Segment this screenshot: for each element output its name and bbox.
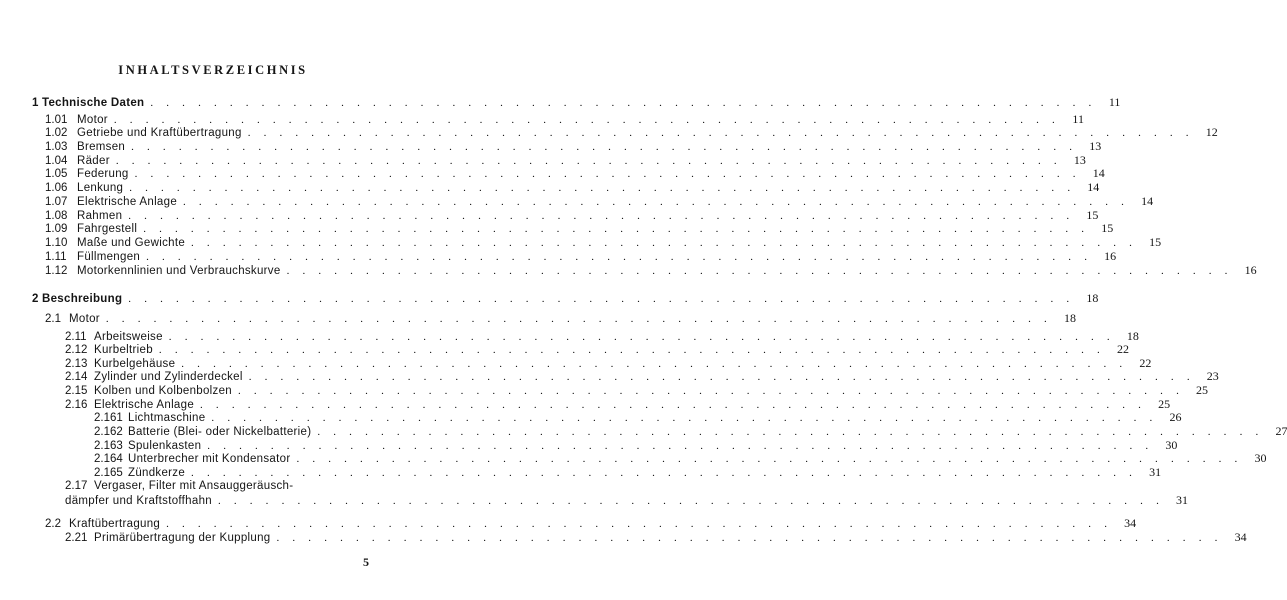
toc-entry-page: 25 — [1158, 397, 1171, 411]
toc-entry-title: Getriebe und Kraftübertragung — [77, 127, 242, 139]
dot-leader: . . . . . . . . . . . . . . . . . . . . . . . . . . . . . . . . . . . . . . . . . . . . . . . . . . . . . . . . . . . . — [128, 293, 1075, 305]
toc-entry-number: 1.03 — [45, 141, 68, 153]
dot-leader: . . . . . . . . . . . . . . . . . . . . . . . . . . . . . . . . . . . . . . . . . . . . . . . . . . . . . . . . . . . . — [276, 532, 1223, 544]
dot-leader: . . . . . . . . . . . . . . . . . . . . . . . . . . . . . . . . . . . . . . . . . . . . . . . . . . . . . . . . . . . . — [317, 426, 1264, 438]
toc-entry — [94, 438, 1178, 452]
dot-leader: . . . . . . . . . . . . . . . . . . . . . . . . . . . . . . . . . . . . . . . . . . . . . . . . . . . . . . . . . . . . — [146, 251, 1093, 263]
toc-entry-number: 2.13 — [65, 358, 88, 370]
toc-entry-page: 30 — [1254, 451, 1267, 465]
toc-entry-title: Lichtmaschine — [128, 412, 206, 424]
toc-entry-title: Fahrgestell — [77, 223, 138, 235]
dot-leader: . . . . . . . . . . . . . . . . . . . . . . . . . . . . . . . . . . . . . . . . . . . . . . . . . . . . . . . . . . . . — [237, 385, 1185, 397]
dot-leader: . . . . . . . . . . . . . . . . . . . . . . . . . . . . . . . . . . . . . . . . . . . . . . . . . . . . . . . . . . . . — [134, 168, 1081, 180]
dot-leader: . . . . . . . . . . . . . . . . . . . . . . . . . . . . . . . . . . . . . . . . . . . . . . . . . . . . . . . . . . . . — [191, 237, 1138, 249]
toc-entry-title: Motor — [77, 114, 108, 126]
toc-entry — [45, 139, 1102, 153]
toc-entry-number: 2.12 — [65, 344, 88, 356]
toc-entry-page: 16 — [1104, 249, 1117, 263]
dot-leader: . . . . . . . . . . . . . . . . . . . . . . . . . . . . . . . . . . . . . . . . . . . . . . . . . . . . . . . . . . . . — [181, 358, 1128, 370]
toc-entry-number: 2.165 — [94, 467, 123, 479]
toc-entry-title: Kurbeltrieb — [94, 344, 153, 356]
toc-entry-page: 34 — [1124, 516, 1137, 530]
dot-leader: . . . . . . . . . . . . . . . . . . . . . . . . . . . . . . . . . . . . . . . . . . . . . . . . . . . . . . . . . . . . — [217, 495, 1165, 507]
toc-entry-title: Vergaser, Filter mit Ansauggeräusch- — [94, 480, 294, 492]
toc-entry — [65, 383, 1209, 397]
toc-entry-page: 14 — [1092, 166, 1105, 180]
toc-entry-title: Kurbelgehäuse — [94, 358, 176, 370]
toc-entry-page: 13 — [1089, 139, 1102, 153]
toc-entry-title: Rahmen — [77, 210, 123, 222]
toc-entry-page: 14 — [1141, 194, 1154, 208]
toc-entry-title: dämpfer und Kraftstoffhahn — [65, 495, 212, 507]
toc-entry-page: 18 — [1063, 311, 1076, 325]
toc-entry-title: Batterie (Blei- oder Nickelbatterie) — [128, 426, 312, 438]
toc-entry-number: 1.09 — [45, 223, 68, 235]
toc-entry-page: 16 — [1244, 263, 1257, 277]
toc-entry-page: 22 — [1139, 356, 1152, 370]
toc-entry-title: Elektrische Anlage — [77, 196, 178, 208]
toc-entry-page: 27 — [1275, 424, 1287, 438]
dot-leader: . . . . . . . . . . . . . . . . . . . . . . . . . . . . . . . . . . . . . . . . . . . . . . . . . . . . . . . . . . . . — [128, 210, 1075, 222]
dot-leader: . . . . . . . . . . . . . . . . . . . . . . . . . . . . . . . . . . . . . . . . . . . . . . . . . . . . . . . . . . . . — [296, 453, 1243, 465]
toc-entry-number: 2.16 — [65, 399, 88, 411]
toc-entry-number: 1 — [32, 97, 39, 109]
toc-entry — [45, 221, 1114, 235]
toc-entry-title: Elektrische Anlage — [94, 399, 195, 411]
toc-entry-title: Räder — [77, 155, 110, 167]
toc-entry-title: Motor — [69, 313, 100, 325]
toc-entry-number: 1.01 — [45, 114, 68, 126]
toc-entry-title: Technische Daten — [42, 97, 145, 109]
dot-leader: . . . . . . . . . . . . . . . . . . . . . . . . . . . . . . . . . . . . . . . . . . . . . . . . . . . . . . . . . . . . — [247, 127, 1194, 139]
toc-entry-number: 2.164 — [94, 453, 123, 465]
toc-entry-number: 2.14 — [65, 371, 88, 383]
toc-entry-page: 34 — [1234, 530, 1247, 544]
toc-entry-title: Zylinder und Zylinderdeckel — [94, 371, 243, 383]
toc-entry-title: Kraftübertragung — [69, 518, 161, 530]
toc-entry-page: 31 — [1149, 465, 1162, 479]
toc-entry-page: 14 — [1087, 180, 1100, 194]
toc-entry-number: 2.15 — [65, 385, 88, 397]
toc-entry-number: 2.17 — [65, 480, 88, 492]
toc-entry-page: 23 — [1206, 369, 1219, 383]
dot-leader: . . . . . . . . . . . . . . . . . . . . . . . . . . . . . . . . . . . . . . . . . . . . . . . . . . . . . . . . . . . . — [166, 518, 1113, 530]
toc-entry-title-line1 — [65, 479, 293, 493]
toc-entry — [45, 516, 1137, 530]
dot-leader: . . . . . . . . . . . . . . . . . . . . . . . . . . . . . . . . . . . . . . . . . . . . . . . . . . . . . . . . . . . . — [248, 371, 1195, 383]
toc-entry-title: Arbeitsweise — [94, 331, 163, 343]
toc-entry-page: 11 — [1072, 112, 1084, 126]
toc-entry-number: 2 — [32, 293, 39, 305]
toc-entry-title: Federung — [77, 168, 129, 180]
toc-entry — [45, 249, 1117, 263]
toc-entry — [65, 369, 1219, 383]
toc-entry-title: Beschreibung — [42, 293, 123, 305]
toc-entry — [65, 530, 1247, 544]
dot-leader: . . . . . . . . . . . . . . . . . . . . . . . . . . . . . . . . . . . . . . . . . . . . . . . . . . . . . . . . . . . . — [158, 344, 1105, 356]
toc-entry-number: 1.02 — [45, 127, 68, 139]
toc-entry-page: 15 — [1086, 208, 1099, 222]
toc-entry-title: Motorkennlinien und Verbrauchskurve — [77, 265, 281, 277]
toc-entry-page: 12 — [1205, 125, 1218, 139]
dot-leader: . . . . . . . . . . . . . . . . . . . . . . . . . . . . . . . . . . . . . . . . . . . . . . . . . . . . . . . . . . . . — [105, 313, 1052, 325]
dot-leader: . . . . . . . . . . . . . . . . . . . . . . . . . . . . . . . . . . . . . . . . . . . . . . . . . . . . . . . . . . . . — [115, 155, 1062, 167]
toc-entry — [94, 465, 1162, 479]
dot-leader: . . . . . . . . . . . . . . . . . . . . . . . . . . . . . . . . . . . . . . . . . . . . . . . . . . . . . . . . . . . . — [191, 467, 1138, 479]
toc-entry-page: 18 — [1086, 291, 1099, 305]
toc-entry — [45, 166, 1105, 180]
dot-leader: . . . . . . . . . . . . . . . . . . . . . . . . . . . . . . . . . . . . . . . . . . . . . . . . . . . . . . . . . . . . — [286, 265, 1233, 277]
toc-entry — [45, 263, 1257, 277]
toc-entry-page: 11 — [1108, 95, 1121, 109]
dot-leader: . . . . . . . . . . . . . . . . . . . . . . . . . . . . . . . . . . . . . . . . . . . . . . . . . . . . . . . . . . . . — [150, 97, 1097, 109]
toc-entry-title: Unterbrecher mit Kondensator — [128, 453, 291, 465]
dot-leader: . . . . . . . . . . . . . . . . . . . . . . . . . . . . . . . . . . . . . . . . . . . . . . . . . . . . . . . . . . . . — [129, 182, 1076, 194]
toc-entry-number: 2.11 — [65, 331, 87, 343]
toc-entry-title: Maße und Gewichte — [77, 237, 186, 249]
toc-entry-number: 2.2 — [45, 518, 61, 530]
toc-entry-title: Primärübertragung der Kupplung — [94, 532, 271, 544]
toc-entry-number: 1.11 — [45, 251, 67, 263]
dot-leader: . . . . . . . . . . . . . . . . . . . . . . . . . . . . . . . . . . . . . . . . . . . . . . . . . . . . . . . . . . . . — [207, 440, 1154, 452]
page-title: INHALTSVERZEICHNIS — [118, 63, 308, 77]
toc-entry-title: Kolben und Kolbenbolzen — [94, 385, 232, 397]
toc-entry-page: 18 — [1126, 329, 1139, 343]
toc-entry-title: Lenkung — [77, 182, 124, 194]
toc-entry-number: 1.05 — [45, 168, 68, 180]
dot-leader: . . . . . . . . . . . . . . . . . . . . . . . . . . . . . . . . . . . . . . . . . . . . . . . . . . . . . . . . . . . . — [131, 141, 1078, 153]
toc-entry-title: Bremsen — [77, 141, 126, 153]
toc-entry-page: 22 — [1116, 342, 1129, 356]
toc-entry-title: Füllmengen — [77, 251, 141, 263]
toc-entry — [32, 95, 1121, 109]
toc-entry-number: 2.161 — [94, 412, 123, 424]
toc-entry-number: 2.1 — [45, 313, 61, 325]
toc-entry-page: 13 — [1073, 153, 1086, 167]
toc-entry-number: 1.08 — [45, 210, 68, 222]
toc-entry — [45, 208, 1099, 222]
toc-entry-number: 1.06 — [45, 182, 68, 194]
toc-entry-number: 1.10 — [45, 237, 68, 249]
toc-entry-number: 2.163 — [94, 440, 123, 452]
toc-entry-page: 25 — [1196, 383, 1209, 397]
toc-entry — [65, 397, 1171, 411]
toc-entry — [65, 493, 1189, 507]
toc-entry — [45, 235, 1162, 249]
dot-leader: . . . . . . . . . . . . . . . . . . . . . . . . . . . . . . . . . . . . . . . . . . . . . . . . . . . . . . . . . . . . — [143, 223, 1090, 235]
toc-entry — [65, 329, 1139, 343]
dot-leader: . . . . . . . . . . . . . . . . . . . . . . . . . . . . . . . . . . . . . . . . . . . . . . . . . . . . . . . . . . . . — [183, 196, 1130, 208]
toc-entry-page: 31 — [1176, 493, 1189, 507]
toc-entry-number: 2.21 — [65, 532, 88, 544]
dot-leader: . . . . . . . . . . . . . . . . . . . . . . . . . . . . . . . . . . . . . . . . . . . . . . . . . . . . . . . . . . . . — [168, 331, 1115, 343]
dot-leader: . . . . . . . . . . . . . . . . . . . . . . . . . . . . . . . . . . . . . . . . . . . . . . . . . . . . . . . . . . . . — [113, 114, 1060, 126]
toc-entry-page: 15 — [1101, 221, 1114, 235]
dot-leader: . . . . . . . . . . . . . . . . . . . . . . . . . . . . . . . . . . . . . . . . . . . . . . . . . . . . . . . . . . . . — [211, 412, 1158, 424]
page-number: 5 — [363, 555, 369, 569]
toc-entry-number: 2.162 — [94, 426, 123, 438]
toc-entry-page: 15 — [1149, 235, 1162, 249]
dot-leader: . . . . . . . . . . . . . . . . . . . . . . . . . . . . . . . . . . . . . . . . . . . . . . . . . . . . . . . . . . . . — [200, 399, 1147, 411]
toc-entry-number: 1.07 — [45, 196, 68, 208]
toc-entry — [65, 342, 1129, 356]
toc-entry-number: 1.04 — [45, 155, 68, 167]
toc-entry — [94, 410, 1182, 424]
toc-entry — [45, 311, 1076, 325]
toc-entry — [94, 424, 1287, 438]
toc-entry — [45, 194, 1154, 208]
toc-entry-page: 30 — [1165, 438, 1178, 452]
toc-entry — [45, 125, 1218, 139]
toc-entry-title: Zündkerze — [128, 467, 186, 479]
toc-entry — [45, 180, 1100, 194]
toc-entry — [45, 153, 1086, 167]
toc-entry-page: 26 — [1169, 410, 1182, 424]
toc-entry-title: Spulenkasten — [128, 440, 202, 452]
toc-entry — [65, 356, 1152, 370]
toc-entry — [32, 291, 1099, 305]
toc-entry-number: 1.12 — [45, 265, 68, 277]
toc-entry — [94, 451, 1267, 465]
toc-entry — [45, 112, 1084, 126]
